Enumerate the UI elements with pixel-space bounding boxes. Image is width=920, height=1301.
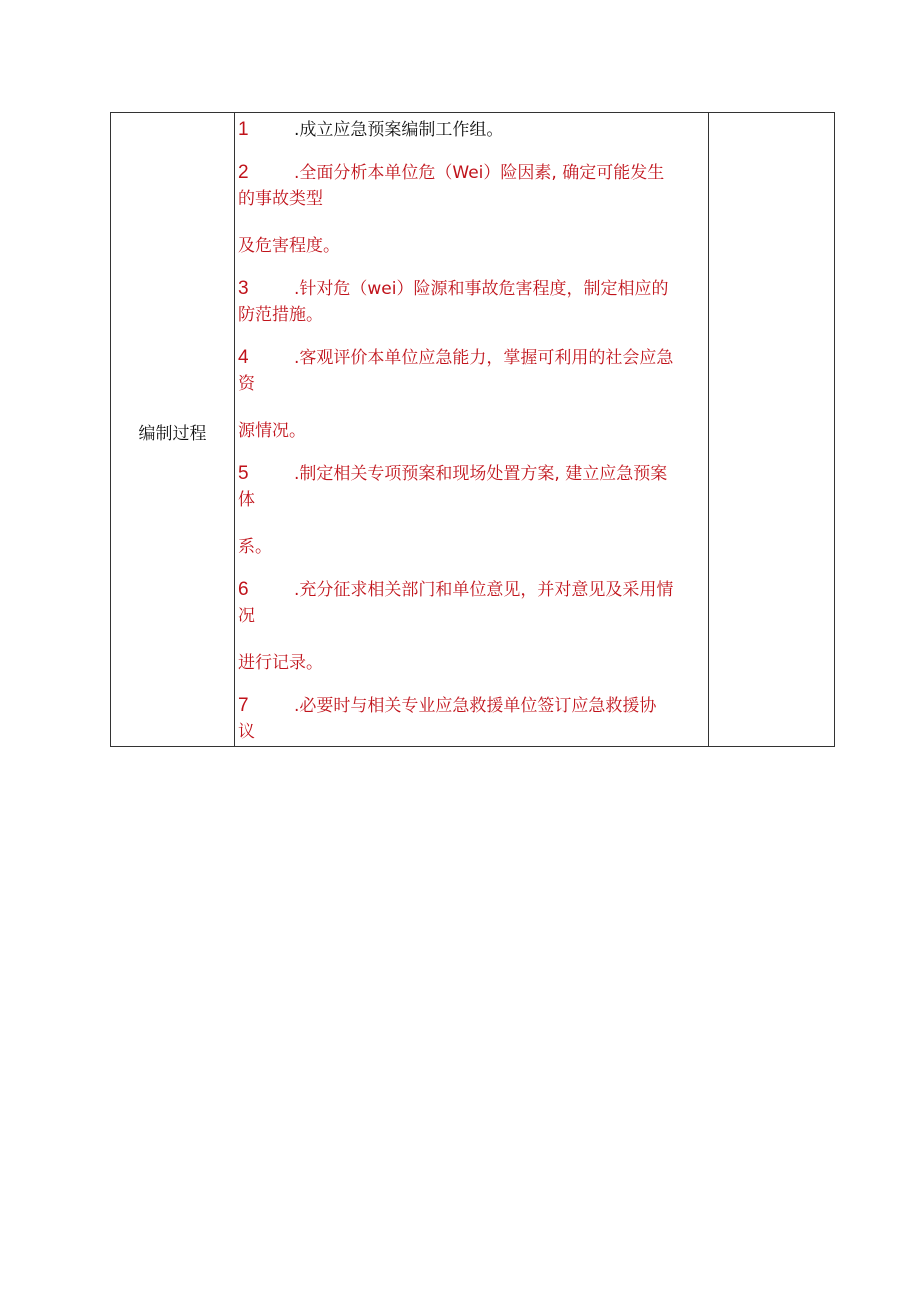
step-item bbox=[238, 577, 706, 676]
step-number: 4 bbox=[238, 347, 249, 368]
step-item bbox=[238, 117, 706, 143]
step-number: 7 bbox=[238, 695, 249, 716]
step-item bbox=[238, 461, 706, 560]
step-item bbox=[238, 160, 706, 259]
step-text: .成立应急预案编制工作组。 bbox=[294, 120, 504, 140]
step-text: .针对危（wei）险源和事故危害程度，制定相应的 bbox=[294, 279, 669, 299]
label-cell bbox=[111, 113, 235, 746]
step-line bbox=[238, 160, 706, 186]
step-item bbox=[238, 345, 706, 444]
step-line bbox=[238, 461, 706, 487]
step-line bbox=[238, 345, 706, 371]
step-number: 2 bbox=[238, 162, 249, 183]
step-text: .制定相关专项预案和现场处置方案, 建立应急预案 bbox=[294, 464, 668, 484]
step-text: .全面分析本单位危（Wei）险因素, 确定可能发生 bbox=[294, 163, 665, 183]
step-line bbox=[238, 117, 706, 143]
step-line bbox=[238, 276, 706, 302]
step-text-continued: 的事故类型 bbox=[238, 189, 323, 209]
step-text: .客观评价本单位应急能力，掌握可利用的社会应急 bbox=[294, 348, 674, 368]
step-line bbox=[238, 693, 706, 719]
step-text-continued: 议 bbox=[238, 722, 255, 742]
row-label: 编制过程 bbox=[138, 424, 207, 444]
step-text: .充分征求相关部门和单位意见，并对意见及采用情 bbox=[294, 580, 674, 600]
step-number: 5 bbox=[238, 463, 249, 484]
process-table bbox=[110, 112, 835, 747]
step-text-continued: 系。 bbox=[238, 537, 272, 557]
step-text-continued: 防范措施。 bbox=[238, 305, 323, 325]
step-line bbox=[238, 577, 706, 603]
step-number: 3 bbox=[238, 278, 249, 299]
step-text: .必要时与相关专业应急救援单位签订应急救援协 bbox=[294, 696, 657, 716]
step-text-continued: 进行记录。 bbox=[238, 653, 323, 673]
step-number: 1 bbox=[238, 119, 249, 140]
step-item bbox=[238, 276, 706, 328]
content-cell bbox=[235, 113, 709, 746]
step-text-continued: 体 bbox=[238, 490, 255, 510]
step-list bbox=[238, 117, 706, 746]
step-text-continued: 源情况。 bbox=[238, 421, 306, 441]
step-number: 6 bbox=[238, 579, 249, 600]
step-text-continued: 及危害程度。 bbox=[238, 236, 340, 256]
step-text-continued: 资 bbox=[238, 374, 255, 394]
step-text-continued: 况 bbox=[238, 606, 255, 626]
empty-cell bbox=[709, 113, 834, 746]
step-item bbox=[238, 693, 706, 745]
